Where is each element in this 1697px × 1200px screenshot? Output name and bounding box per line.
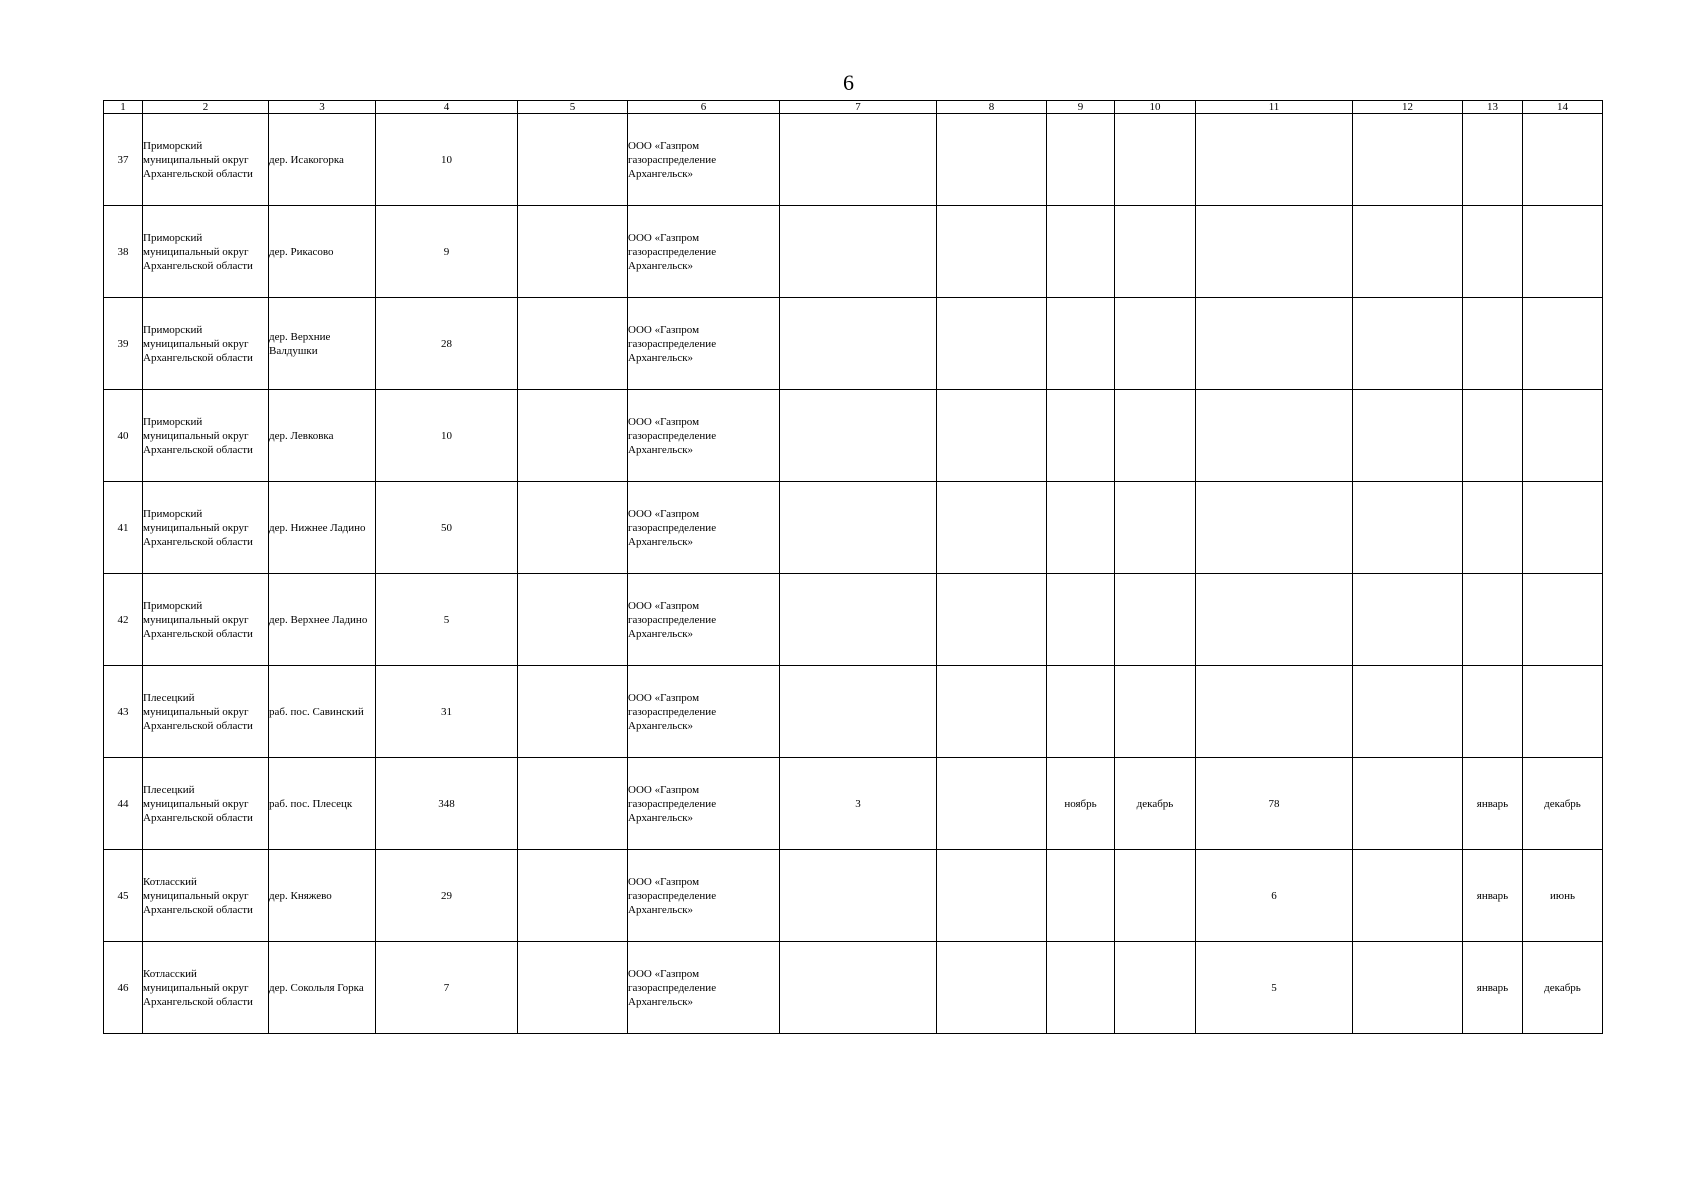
district-cell: Приморский муниципальный округ Архангельской области xyxy=(143,482,269,574)
col4-value-cell: 9 xyxy=(376,206,518,298)
district-cell: Приморский муниципальный округ Архангельской области xyxy=(143,114,269,206)
column-number-header: 14 xyxy=(1523,101,1603,114)
col8-value-cell xyxy=(937,390,1047,482)
row-number-cell: 43 xyxy=(104,666,143,758)
col11-value-cell xyxy=(1196,114,1353,206)
organization-cell: ООО «Газпром газораспределение Архангельск» xyxy=(628,666,780,758)
col9-month-cell xyxy=(1047,390,1115,482)
column-number-header: 2 xyxy=(143,101,269,114)
col8-value-cell xyxy=(937,758,1047,850)
column-number-header: 8 xyxy=(937,101,1047,114)
col10-month-cell xyxy=(1115,574,1196,666)
col12-value-cell xyxy=(1353,666,1463,758)
col13-month-cell: январь xyxy=(1463,942,1523,1034)
gasification-table xyxy=(103,100,1603,1034)
col5-value-cell xyxy=(518,666,628,758)
col7-value-cell xyxy=(780,666,937,758)
table-row xyxy=(104,206,1603,298)
col5-value-cell xyxy=(518,574,628,666)
col5-value-cell xyxy=(518,206,628,298)
column-number-header: 5 xyxy=(518,101,628,114)
col9-month-cell xyxy=(1047,482,1115,574)
column-number-header: 10 xyxy=(1115,101,1196,114)
col12-value-cell xyxy=(1353,206,1463,298)
col11-value-cell xyxy=(1196,206,1353,298)
organization-cell: ООО «Газпром газораспределение Архангельск» xyxy=(628,298,780,390)
col11-value-cell xyxy=(1196,666,1353,758)
col4-value-cell: 28 xyxy=(376,298,518,390)
col4-value-cell: 348 xyxy=(376,758,518,850)
row-number-cell: 42 xyxy=(104,574,143,666)
col4-value-cell: 50 xyxy=(376,482,518,574)
locality-cell: дер. Княжево xyxy=(269,850,376,942)
table-row xyxy=(104,482,1603,574)
col5-value-cell xyxy=(518,758,628,850)
col5-value-cell xyxy=(518,114,628,206)
col4-value-cell: 10 xyxy=(376,114,518,206)
col7-value-cell xyxy=(780,206,937,298)
organization-cell: ООО «Газпром газораспределение Архангельск» xyxy=(628,942,780,1034)
col10-month-cell xyxy=(1115,482,1196,574)
district-cell: Приморский муниципальный округ Архангельской области xyxy=(143,390,269,482)
column-number-header: 1 xyxy=(104,101,143,114)
col10-month-cell xyxy=(1115,206,1196,298)
col11-value-cell xyxy=(1196,298,1353,390)
col13-month-cell: январь xyxy=(1463,758,1523,850)
col12-value-cell xyxy=(1353,482,1463,574)
col8-value-cell xyxy=(937,850,1047,942)
col10-month-cell xyxy=(1115,114,1196,206)
col13-month-cell xyxy=(1463,574,1523,666)
col7-value-cell xyxy=(780,482,937,574)
col4-value-cell: 10 xyxy=(376,390,518,482)
col5-value-cell xyxy=(518,482,628,574)
locality-cell: дер. Нижнее Ладино xyxy=(269,482,376,574)
col14-month-cell: июнь xyxy=(1523,850,1603,942)
col4-value-cell: 7 xyxy=(376,942,518,1034)
col9-month-cell xyxy=(1047,298,1115,390)
col14-month-cell xyxy=(1523,390,1603,482)
col7-value-cell xyxy=(780,390,937,482)
row-number-cell: 40 xyxy=(104,390,143,482)
column-number-header: 6 xyxy=(628,101,780,114)
column-number-header: 4 xyxy=(376,101,518,114)
column-number-row xyxy=(104,101,1603,114)
table-row xyxy=(104,298,1603,390)
table-row xyxy=(104,942,1603,1034)
organization-cell: ООО «Газпром газораспределение Архангельск» xyxy=(628,390,780,482)
col11-value-cell xyxy=(1196,574,1353,666)
row-number-cell: 44 xyxy=(104,758,143,850)
col13-month-cell xyxy=(1463,206,1523,298)
col5-value-cell xyxy=(518,298,628,390)
col5-value-cell xyxy=(518,390,628,482)
page-number: 6 xyxy=(843,70,854,95)
locality-cell: раб. пос. Плесецк xyxy=(269,758,376,850)
locality-cell: дер. Исакогорка xyxy=(269,114,376,206)
col9-month-cell xyxy=(1047,850,1115,942)
col13-month-cell xyxy=(1463,390,1523,482)
row-number-cell: 46 xyxy=(104,942,143,1034)
locality-cell: дер. Верхнее Ладино xyxy=(269,574,376,666)
row-number-cell: 41 xyxy=(104,482,143,574)
row-number-cell: 38 xyxy=(104,206,143,298)
col10-month-cell xyxy=(1115,942,1196,1034)
col12-value-cell xyxy=(1353,942,1463,1034)
col7-value-cell xyxy=(780,574,937,666)
column-number-header: 9 xyxy=(1047,101,1115,114)
col5-value-cell xyxy=(518,942,628,1034)
column-number-header: 11 xyxy=(1196,101,1353,114)
col12-value-cell xyxy=(1353,850,1463,942)
col7-value-cell xyxy=(780,850,937,942)
table-row xyxy=(104,666,1603,758)
column-number-header: 7 xyxy=(780,101,937,114)
table-row xyxy=(104,574,1603,666)
column-number-header: 13 xyxy=(1463,101,1523,114)
col7-value-cell xyxy=(780,298,937,390)
col4-value-cell: 5 xyxy=(376,574,518,666)
table-row xyxy=(104,758,1603,850)
organization-cell: ООО «Газпром газораспределение Архангельск» xyxy=(628,574,780,666)
col10-month-cell xyxy=(1115,390,1196,482)
locality-cell: дер. Сокольля Горка xyxy=(269,942,376,1034)
col13-month-cell xyxy=(1463,298,1523,390)
col8-value-cell xyxy=(937,666,1047,758)
col4-value-cell: 29 xyxy=(376,850,518,942)
col9-month-cell xyxy=(1047,942,1115,1034)
col12-value-cell xyxy=(1353,114,1463,206)
col14-month-cell xyxy=(1523,482,1603,574)
col7-value-cell xyxy=(780,114,937,206)
row-number-cell: 45 xyxy=(104,850,143,942)
col7-value-cell xyxy=(780,942,937,1034)
col9-month-cell: ноябрь xyxy=(1047,758,1115,850)
col14-month-cell xyxy=(1523,574,1603,666)
col9-month-cell xyxy=(1047,666,1115,758)
row-number-cell: 37 xyxy=(104,114,143,206)
table-row xyxy=(104,390,1603,482)
row-number-cell: 39 xyxy=(104,298,143,390)
table-row xyxy=(104,114,1603,206)
column-number-header: 12 xyxy=(1353,101,1463,114)
col14-month-cell xyxy=(1523,666,1603,758)
col8-value-cell xyxy=(937,114,1047,206)
col14-month-cell: декабрь xyxy=(1523,942,1603,1034)
col14-month-cell xyxy=(1523,114,1603,206)
col14-month-cell xyxy=(1523,298,1603,390)
district-cell: Приморский муниципальный округ Архангельской области xyxy=(143,298,269,390)
col11-value-cell: 5 xyxy=(1196,942,1353,1034)
col14-month-cell xyxy=(1523,206,1603,298)
locality-cell: дер. Левковка xyxy=(269,390,376,482)
col10-month-cell xyxy=(1115,666,1196,758)
district-cell: Котласский муниципальный округ Архангельской области xyxy=(143,850,269,942)
col11-value-cell xyxy=(1196,482,1353,574)
col7-value-cell: 3 xyxy=(780,758,937,850)
locality-cell: дер. Верхние Валдушки xyxy=(269,298,376,390)
col10-month-cell xyxy=(1115,298,1196,390)
district-cell: Плесецкий муниципальный округ Архангельской области xyxy=(143,758,269,850)
col8-value-cell xyxy=(937,206,1047,298)
district-cell: Приморский муниципальный округ Архангельской области xyxy=(143,574,269,666)
locality-cell: дер. Рикасово xyxy=(269,206,376,298)
col12-value-cell xyxy=(1353,758,1463,850)
col8-value-cell xyxy=(937,942,1047,1034)
col14-month-cell: декабрь xyxy=(1523,758,1603,850)
col11-value-cell: 78 xyxy=(1196,758,1353,850)
col13-month-cell: январь xyxy=(1463,850,1523,942)
col8-value-cell xyxy=(937,482,1047,574)
col9-month-cell xyxy=(1047,114,1115,206)
col12-value-cell xyxy=(1353,574,1463,666)
locality-cell: раб. пос. Савинский xyxy=(269,666,376,758)
table-row xyxy=(104,850,1603,942)
col9-month-cell xyxy=(1047,574,1115,666)
col12-value-cell xyxy=(1353,298,1463,390)
col5-value-cell xyxy=(518,850,628,942)
col13-month-cell xyxy=(1463,482,1523,574)
organization-cell: ООО «Газпром газораспределение Архангельск» xyxy=(628,482,780,574)
col11-value-cell xyxy=(1196,390,1353,482)
col9-month-cell xyxy=(1047,206,1115,298)
table-body xyxy=(104,114,1603,1034)
col10-month-cell: декабрь xyxy=(1115,758,1196,850)
district-cell: Приморский муниципальный округ Архангельской области xyxy=(143,206,269,298)
organization-cell: ООО «Газпром газораспределение Архангельск» xyxy=(628,206,780,298)
column-number-header: 3 xyxy=(269,101,376,114)
district-cell: Плесецкий муниципальный округ Архангельской области xyxy=(143,666,269,758)
organization-cell: ООО «Газпром газораспределение Архангельск» xyxy=(628,850,780,942)
organization-cell: ООО «Газпром газораспределение Архангельск» xyxy=(628,758,780,850)
col10-month-cell xyxy=(1115,850,1196,942)
col13-month-cell xyxy=(1463,666,1523,758)
col8-value-cell xyxy=(937,574,1047,666)
col11-value-cell: 6 xyxy=(1196,850,1353,942)
col13-month-cell xyxy=(1463,114,1523,206)
district-cell: Котласский муниципальный округ Архангельской области xyxy=(143,942,269,1034)
organization-cell: ООО «Газпром газораспределение Архангельск» xyxy=(628,114,780,206)
col4-value-cell: 31 xyxy=(376,666,518,758)
col8-value-cell xyxy=(937,298,1047,390)
col12-value-cell xyxy=(1353,390,1463,482)
